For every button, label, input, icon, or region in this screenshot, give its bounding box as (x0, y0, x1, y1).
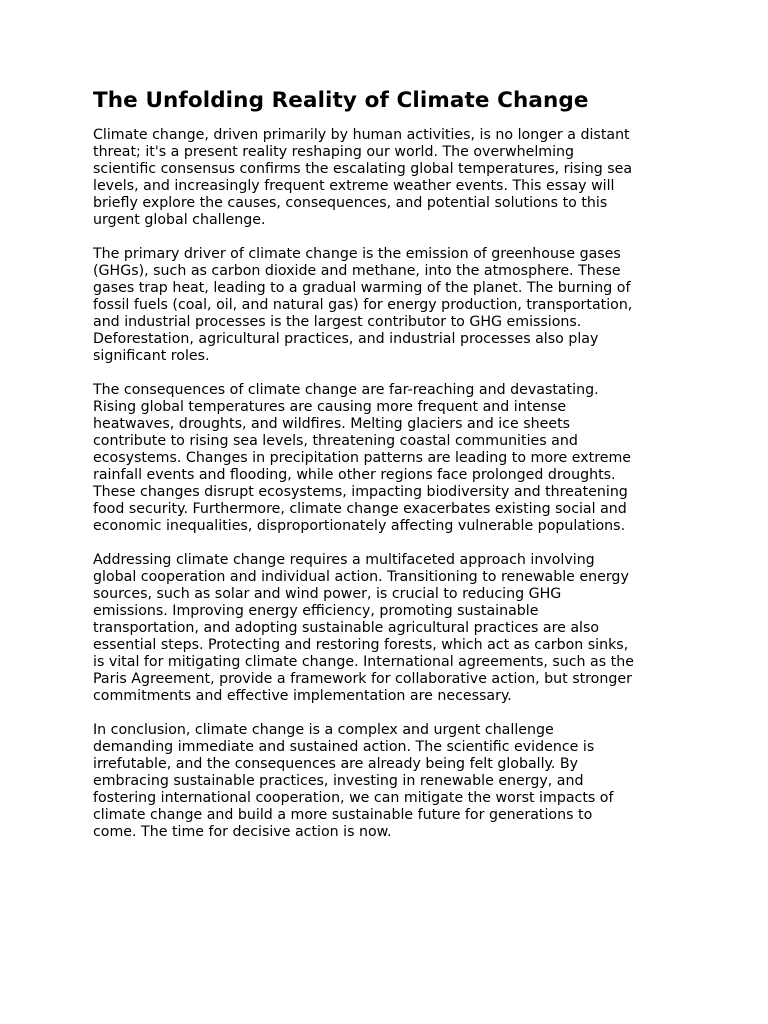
document-page (93, 87, 638, 858)
paragraph-consequences: The consequences of climate change are far-reaching and devastating. Rising global temperatures are causing more frequent and intense heatwaves, droughts, and wildfires. Melting glaciers and ice sheets contribute to rising sea levels, threatening coastal communities and ecosystems. Changes in precipitation patterns are leading to more extreme rainfall events and flooding, while other regions face prolonged droughts. These changes disrupt ecosystems, impacting biodiversity and threatening food security. Furthermore, climate change exacerbates existing social and economic inequalities, disproportionately affecting vulnerable populations. (93, 382, 632, 534)
paragraph-solutions: Addressing climate change requires a multifaceted approach involving global cooperation and individual action. Transitioning to renewable energy sources, such as solar and wind power, is crucial to reducing GHG emissions. Improving energy efficiency, promoting sustainable transportation, and adopting sustainable agricultural practices are also essential steps. Protecting and restoring forests, which act as carbon sinks, is vital for mitigating climate change. International agreements, such as the Paris Agreement, provide a framework for collaborative action, but stronger commitments and effective implementation are necessary. (93, 552, 634, 704)
paragraph-introduction: Climate change, driven primarily by human activities, is no longer a distant threat; it's a present reality reshaping our world. The overwhelming scientific consensus confirms the escalating global temperatures, rising sea levels, and increasingly frequent extreme weather events. This essay will briefly explore the causes, consequences, and potential solutions to this urgent global challenge. (93, 127, 633, 228)
document-title: The Unfolding Reality of Climate Change (93, 88, 589, 113)
document-body (93, 127, 638, 841)
paragraph-conclusion: In conclusion, climate change is a complex and urgent challenge demanding immediate and sustained action. The scientific evidence is irrefutable, and the consequences are already being felt globally. By embracing sustainable practices, investing in renewable energy, and fostering international cooperation, we can mitigate the worst impacts of climate change and build a more sustainable future for generations to come. The time for decisive action is now. (93, 722, 614, 840)
paragraph-causes: The primary driver of climate change is the emission of greenhouse gases (GHGs), such as carbon dioxide and methane, into the atmosphere. These gases trap heat, leading to a gradual warming of the planet. The burning of fossil fuels (coal, oil, and natural gas) for energy production, transportation, and industrial processes is the largest contributor to GHG emissions. Deforestation, agricultural practices, and industrial processes also play significant roles. (93, 246, 633, 364)
